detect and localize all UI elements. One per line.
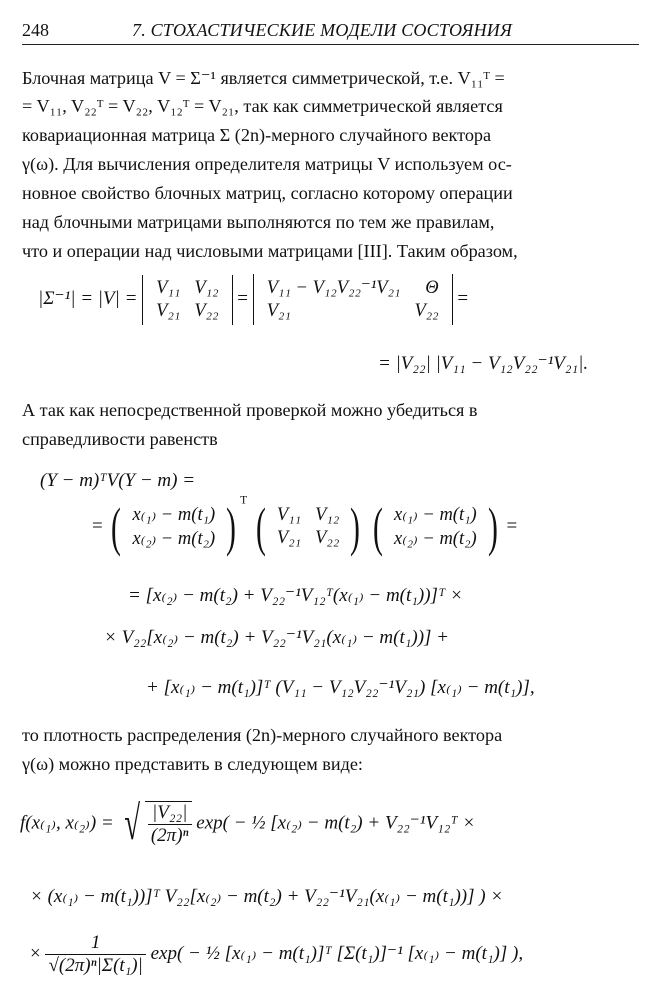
eq3-line1: f(x₍₁₎, x₍₂₎) = √ $\frac{\text{|V₂₂|}}{\text{(2π)ⁿ}}$ exp( − ½ [x₍₂₎ − m(t₂) + V₂₂⁻¹V₁₂ᵀ × xyxy=(20,797,476,850)
eq2-matrix-v: V₁₁ V₁₂ V₂₁ V₂₂ xyxy=(276,505,340,548)
eq2-line3: = [x₍₂₎ − m(t₂) + V₂₂⁻¹V₁₂ᵀ(x₍₁₎ − m(t₁))]ᵀ × xyxy=(128,585,463,606)
para3-line2: γ(ω) можно представить в следующем виде: xyxy=(22,754,363,774)
eq2-line1: (Y − m)ᵀV(Y − m) = xyxy=(40,470,196,491)
equation-determinant: |Σ⁻¹| = |V| = V₁₁ V₁₂ V₂₁ V₂₂ = V₁₁ − V₁₂V₂₂⁻¹V₂₁ Θ V₂₁ V₂₂ = xyxy=(38,274,468,325)
para2-line1: А так как непосредственной проверкой можно убедиться в xyxy=(22,400,478,420)
eq2-vector2: x₍₁₎ − m(t₁) x₍₂₎ − m(t₂) xyxy=(393,505,477,549)
para1-line2: = V₁₁, V₂₂ᵀ = V₂₂, V₁₂ᵀ = V₂₁, так как симметрической является xyxy=(22,96,503,116)
para1-line5: новное свойство блочных матриц, согласно которому операции xyxy=(22,183,513,203)
page-number: 248 xyxy=(22,20,49,40)
eq2-line2: = ( x₍₁₎ − m(t₁) x₍₂₎ − m(t₂) ) $^T$ ( V₁₁ V₁₂ V₂₁ V₂₂ ) ( x₍₁₎ − m(t₁) x₍₂₎ − m(t₂) ) = xyxy=(92,494,518,557)
eq1-lhs: |Σ⁻¹| = |V| = xyxy=(38,287,138,309)
page-header xyxy=(22,14,639,45)
eq3-line3: × $\frac{1}{\text{√(2π)ⁿ|Σ(t₁)|}}$ exp( − ½ [x₍₁₎ − m(t₁)]ᵀ [Σ(t₁)]⁻¹ [x₍₁₎ − m(t₁)] ), xyxy=(30,932,524,976)
eq2-vector1: x₍₁₎ − m(t₁) x₍₂₎ − m(t₂) xyxy=(132,505,216,549)
eq3-sqrt: $\frac{\text{|V₂₂|}}{\text{(2π)ⁿ}}$ xyxy=(145,801,192,847)
para2-line2: справедливости равенств xyxy=(22,429,218,449)
para1-line6: над блочными матрицами выполняются по тем же правилам, xyxy=(22,212,495,232)
para1-line1: Блочная матрица V = Σ⁻¹ является симметрической, т.е. V₁₁ᵀ = xyxy=(22,68,505,88)
para1-line3: ковариационная матрица Σ (2n)-мерного случайного вектора xyxy=(22,125,492,145)
eq1-matrix-v: V₁₁ V₁₂ V₂₁ V₂₂ xyxy=(142,275,232,325)
running-title: 7. СТОХАСТИЧЕСКИЕ МОДЕЛИ СОСТОЯНИЯ xyxy=(132,20,513,40)
eq3-rest3: exp( − ½ [x₍₁₎ − m(t₁)]ᵀ [Σ(t₁)]⁻¹ [x₍₁₎ − m(t₁)] ), xyxy=(150,942,524,964)
eq3-lhs: f(x₍₁₎, x₍₂₎) = xyxy=(20,812,114,834)
eq3-fraction: $\frac{1}{\text{√(2π)ⁿ|Σ(t₁)|}}$ xyxy=(45,932,145,977)
para3-line1: то плотность распределения (2n)-мерного случайного вектора xyxy=(22,725,503,745)
para1-line7: что и операции над числовыми матрицами [III]. Таким образом, xyxy=(22,241,518,261)
eq1-matrix-block: V₁₁ − V₁₂V₂₂⁻¹V₂₁ Θ V₂₁ V₂₂ xyxy=(253,274,453,325)
eq2-line5: + [x₍₁₎ − m(t₁)]ᵀ (V₁₁ − V₁₂V₂₂⁻¹V₂₁) [x₍₁₎ − m(t₁)], xyxy=(146,677,535,698)
eq2-line4: × V₂₂[x₍₂₎ − m(t₂) + V₂₂⁻¹V₂₁(x₍₁₎ − m(t₁))] + xyxy=(104,627,449,648)
eq3-line2: × (x₍₁₎ − m(t₁))]ᵀ V₂₂[x₍₂₎ − m(t₂) + V₂₂⁻¹V₂₁(x₍₁₎ − m(t₁))] ) × xyxy=(30,886,504,907)
eq1-line2: = |V₂₂| |V₁₁ − V₁₂V₂₂⁻¹V₂₁|. xyxy=(378,353,589,374)
eq3-rest1: exp( − ½ [x₍₂₎ − m(t₂) + V₂₂⁻¹V₁₂ᵀ × xyxy=(196,812,476,834)
para1-line4: γ(ω). Для вычисления определителя матрицы V используем ос- xyxy=(22,154,512,174)
